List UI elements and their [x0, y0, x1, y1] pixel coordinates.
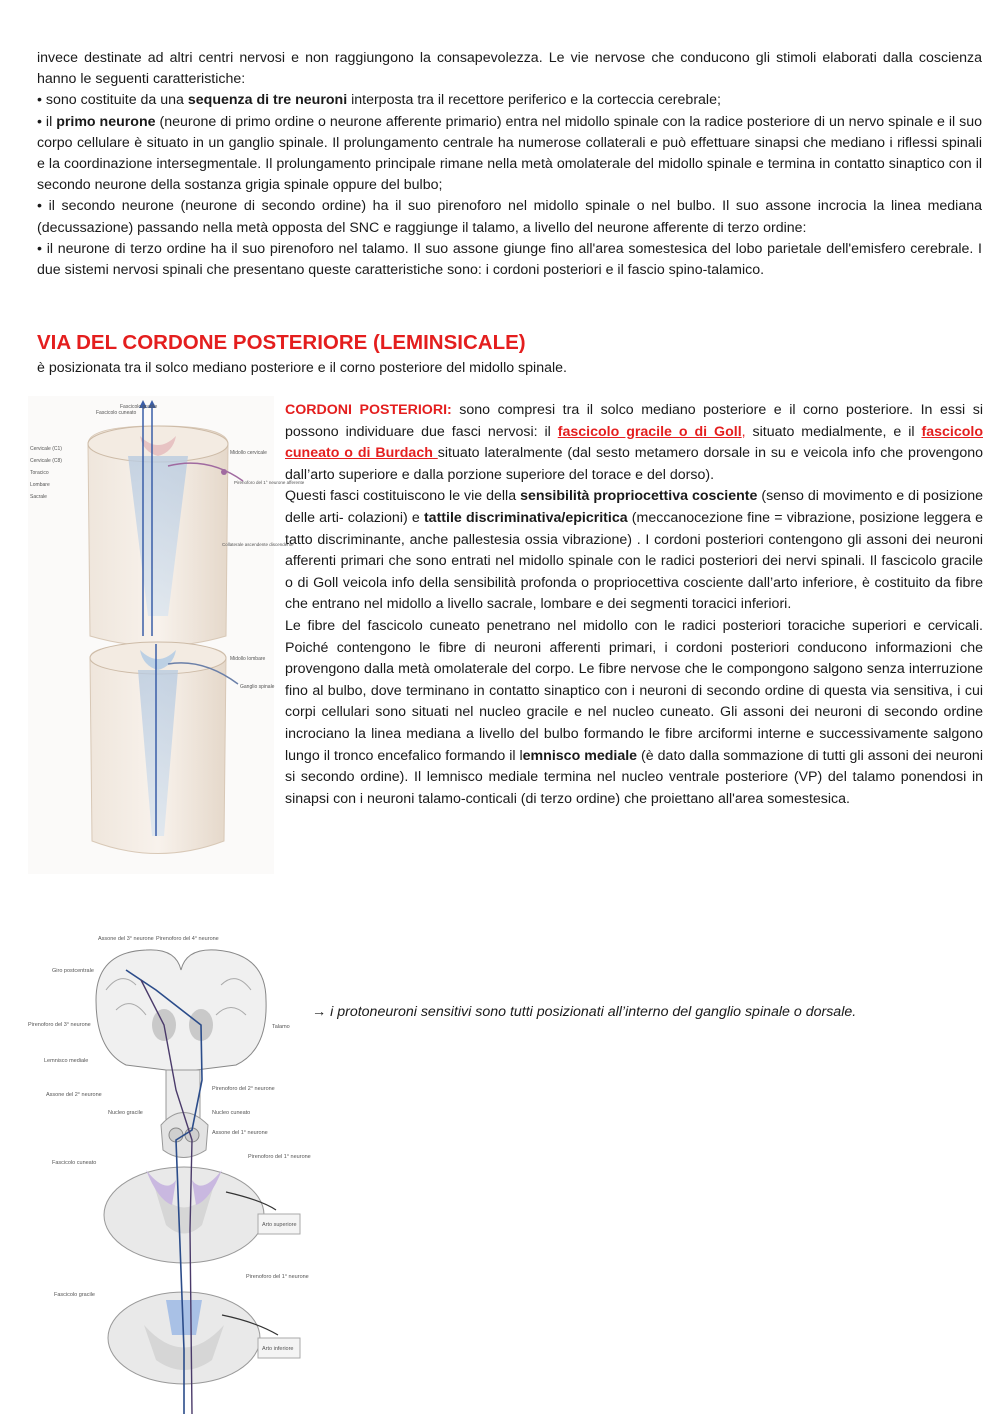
- cordoni-posteriori-text: [285, 400, 983, 810]
- label-giro-postcentrale: Giro postcentrale: [52, 968, 94, 974]
- bullet-text: • il neurone di terzo ordine ha il suo pirenoforo nel talamo. Il suo assone giunge fino all'area somestesica del lobo parietale dell'emisfero cerebrale. I due sistemi nervosi spinali che presentano queste caratteristiche sono: i cordoni posteriori e il fascio spino-talamico.: [37, 240, 982, 279]
- label-pirenoforo-2: Pirenoforo del 2° neurone: [212, 1086, 275, 1092]
- label-cervicale-c1: Cervicale (C1): [30, 446, 62, 452]
- label-pirenoforo-1-upper: Pirenoforo del 1° neurone: [248, 1154, 311, 1160]
- label-assone-2: Assone del 2° neurone: [46, 1092, 102, 1098]
- body-text: situato medialmente, e il: [745, 423, 922, 440]
- label-toracico: Toracico: [30, 470, 49, 476]
- label-ganglio-spinale: Ganglio spinale: [240, 684, 275, 690]
- pathway-figure: [26, 930, 316, 1414]
- bullet-second-neuron: [37, 196, 982, 238]
- term-goll: fascicolo gracile o di Goll: [557, 423, 742, 440]
- bullet-bold: sequenza di tre neuroni: [187, 92, 348, 109]
- label-cervicale-c8: Cervicale (C8): [30, 458, 62, 464]
- bullet-text: • sono costituite da una: [37, 92, 188, 109]
- label-nucleo-cuneato: Nucleo cuneato: [212, 1110, 251, 1116]
- label-talamo: Talamo: [272, 1024, 290, 1030]
- bullet-first-neuron: [37, 112, 982, 197]
- body-paragraph-1: [285, 400, 983, 486]
- body-text: (è dato dalla sommazione di tutti gli assoni dei neuroni si secondo ordine). Il lemnisco mediale termina nel nucleo ventrale posteriore (VP) del talamo ponendosi in sinapsi con i neuroni talamo-conticali (di terzo ordine) che proiettano all'area somestesica.: [285, 747, 983, 807]
- bullet-text: • il: [37, 113, 57, 130]
- section-subtitle: è posizionata tra il solco mediano posteriore e il corno posteriore del midollo spinale.: [37, 360, 567, 376]
- label-pirenoforo-1: Pirenoforo del 1° neurone afferente: [234, 480, 305, 485]
- label-midollo-cervicale: Midollo cervicale: [230, 450, 267, 456]
- body-text: (senso di movimento e di posizione delle arti- colazioni) e: [285, 488, 983, 526]
- body-text: situato lateralmente (dal sesto metamero dorsale in su e veicola info che provengono dall’arto superiore e dalla porzione superiore del torace e del dorso).: [285, 445, 983, 483]
- body-text: Questi fasci costituiscono le vie della: [285, 488, 521, 505]
- label-lemnisco-mediale: Lemnisco mediale: [44, 1058, 89, 1064]
- label-arto-inferiore: Arto inferiore: [262, 1346, 294, 1352]
- spinal-cord-figure: [28, 396, 305, 874]
- label-fascicolo-cuneato: Fascicolo cuneato: [96, 410, 137, 416]
- body-paragraph-2: [285, 486, 983, 616]
- label-nucleo-gracile: Nucleo gracile: [108, 1110, 143, 1116]
- label-lombare: Lombare: [30, 482, 50, 488]
- body-text: sono compresi tra il solco mediano posteriore e il corno posteriore. In essi si possono individuare due fasci nervosi: il: [285, 402, 983, 440]
- section-title: VIA DEL CORDONE POSTERIORE (LEMINSICALE): [37, 331, 526, 354]
- label-collaterale: Collaterale ascendente discendente: [222, 542, 294, 547]
- label-fascicolo-gracile: Fascicolo gracile: [120, 404, 158, 410]
- label-midollo-lombare: Midollo lombare: [230, 656, 266, 662]
- body-paragraph-3: [285, 616, 983, 810]
- lead-label: CORDONI POSTERIORI:: [285, 402, 452, 418]
- body-bold: tattile discriminativa/epicritica: [423, 509, 628, 526]
- bullet-third-neuron: [37, 239, 982, 281]
- bullet-text: (neurone di primo ordine o neurone afferente primario) entra nel midollo spinale con la radice posteriore di un nervo spinale e il suo corpo cellulare è situato in un ganglio spinale. Il prolungamento centrale ha numerose collaterali e può effettuare sinapsi che mediano i riflessi spinali e la coordinazione intersegmentale. Il prolungamento principale rimane nella metà omolaterale del midollo spinale e termina in contatto sinaptico con il secondo neurone della sostanza grigia spinale oppure del bulbo;: [37, 113, 983, 194]
- bullet-three-neurons: [37, 90, 982, 111]
- intro-line: invece destinate ad altri centri nervosi e non raggiungono la consapevolezza. Le vie nervose che conducono gli stimoli elaborati dalla coscienza hanno le seguenti caratteristiche:: [37, 50, 982, 88]
- label-fascicolo-gracile: Fascicolo gracile: [54, 1292, 95, 1298]
- bullet-text: interposta tra il recettore periferico e la corteccia cerebrale;: [347, 92, 721, 109]
- body-text: (meccanocezione fine = vibrazione, posizione leggera e tatto discriminante, anche pallestesia ossia vibrazione) . I cordoni posteriori contengono gli assoni dei neuroni afferenti primari che sono entrati nel midollo spinale con le radici posteriori dei nervi spinali. Il fascicolo gracile o di Goll veicola info della sensibilità profonda o propriocettiva cosciente dall’arto inferiore, è costituito da fibre che entrano nel midollo a livello sacrale, lombare e dei segmenti toracici inferiori.: [285, 509, 984, 613]
- body-text: ,: [741, 423, 746, 440]
- label-assone-3: Assone del 3° neurone: [98, 936, 154, 942]
- pathway-illustration: [26, 930, 316, 1414]
- body-bold: emnisco mediale: [522, 747, 638, 764]
- term-burdach: fascicolo cuneato o di Burdach: [285, 423, 983, 462]
- label-pirenoforo-1-lower: Pirenoforo del 1° neurone: [246, 1274, 309, 1280]
- ganglion-dot: [221, 469, 227, 475]
- body-text: Le fibre del fascicolo cuneato penetrano nel midollo con le radici posteriori toraciche superiori e cervicali. Poiché contengono le fibre di neuroni afferenti primari, i cordoni posteriori conducono informazioni che provengono dalla metà omolaterale del corpo. Le fibre nervose che le compongono salgono senza interruzione fino al bulbo, dove terminano in contatto sinaptico con i neuroni di secondo ordine di questa via sensitiva, i cui corpi cellulari sono situati nel nucleo gracile e nel nucleo cuneato. Gli assoni dei neuroni di secondo ordine incrociano la linea mediana a livello del bulbo formando le fibre arciformi interne e successivamente salgono lungo il tronco encefalico formando il l: [285, 617, 983, 764]
- label-sacrale: Sacrale: [30, 494, 47, 500]
- label-pirenoforo-3: Pirenoforo del 3° neurone: [28, 1022, 91, 1028]
- bullet-bold: primo neurone: [56, 113, 156, 130]
- label-assone-1: Assone del 1° neurone: [212, 1130, 268, 1136]
- body-bold: sensibilità propriocettiva cosciente: [520, 488, 758, 505]
- spinal-cord-illustration: [28, 396, 305, 874]
- label-pirenoforo-4: Pirenoforo del 4° neurone: [156, 936, 219, 942]
- label-arto-superiore: Arto superiore: [262, 1222, 297, 1228]
- bullet-text: • il secondo neurone (neurone di secondo ordine) ha il suo pirenoforo nel midollo spinale o nel bulbo. Il suo assone incrocia la linea mediana (decussazione) passando nella metà opposta del SNC e raggiunge il talamo, a livello del neurone afferente di terzo ordine:: [37, 198, 982, 236]
- protoneuroni-note: → i protoneuroni sensitivi sono tutti posizionati all’interno del ganglio spinale o dorsale.: [312, 1004, 857, 1020]
- intro-paragraph: [37, 48, 982, 90]
- intro-text: [37, 48, 982, 281]
- label-fascicolo-cuneato: Fascicolo cuneato: [52, 1160, 97, 1166]
